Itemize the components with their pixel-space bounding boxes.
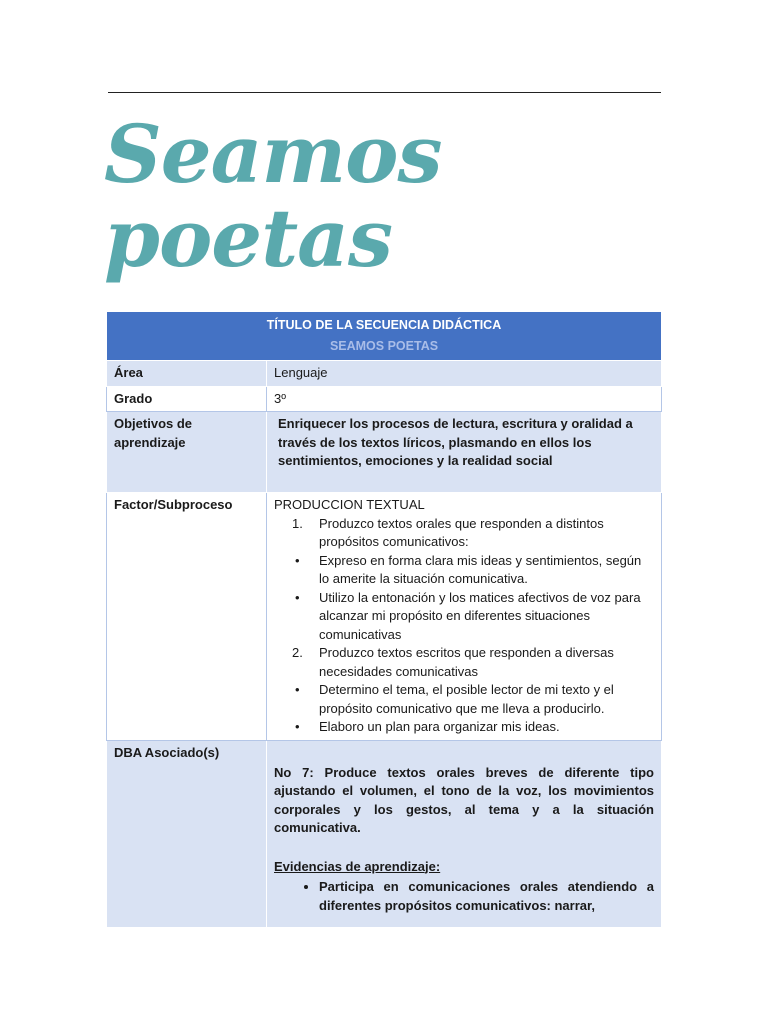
factor-cell — [267, 493, 662, 741]
objetivos-label: Objetivos de aprendizaje — [107, 412, 267, 493]
item-number: 1. — [292, 515, 303, 531]
table-header-subtitle: SEAMOS POETAS — [329, 339, 439, 353]
bullet-item — [292, 589, 654, 645]
document-title — [104, 107, 664, 285]
title-line-1: Seamos — [104, 107, 442, 201]
dba-content — [274, 764, 654, 924]
factor-label: Factor/Subproceso — [107, 493, 267, 741]
bullet-icon: • — [295, 552, 300, 568]
top-rule — [108, 92, 661, 93]
factor-list — [274, 515, 654, 737]
bullet-item — [292, 681, 654, 718]
area-label: Área — [107, 361, 267, 387]
evidencia-item: • Participa en comunicaciones orales atendiendo a diferentes propósitos comunicativos: narrar, — [319, 878, 654, 915]
area-value: Lenguaje — [267, 361, 662, 387]
item-text: Expreso en forma clara mis ideas y sentimientos, según lo amerite la situación comunicativa. — [319, 552, 642, 586]
row-area — [107, 361, 662, 387]
grado-label: Grado — [107, 386, 267, 412]
dba-label: DBA Asociado(s) — [107, 740, 267, 927]
item-text: Determino el tema, el posible lector de mi texto y el propósito comunicativo que me lleva a producirlo. — [319, 682, 614, 716]
evidencias-list — [274, 878, 654, 915]
title-line-2: poetas — [104, 191, 393, 285]
objetivos-value: Enriquecer los procesos de lectura, escritura y oralidad a través de los textos líricos, plasmando en ellos los sentimientos, emociones y la realidad social — [278, 416, 633, 468]
table-header-title: TÍTULO DE LA SECUENCIA DIDÁCTICA — [266, 318, 502, 332]
dba-text: No 7: Produce textos orales breves de diferente tipo ajustando el volumen, el tono de la voz, los movimientos corporales y los gestos, al tema y a la situación comunicativa. — [274, 764, 654, 835]
row-factor — [107, 493, 662, 741]
row-grado — [107, 386, 662, 412]
grado-value: 3º — [267, 386, 662, 412]
bullet-icon: • — [295, 682, 300, 697]
table-header-row — [107, 312, 662, 361]
evidencias-title: Evidencias de aprendizaje: — [274, 858, 441, 874]
bullet-icon: • — [295, 719, 300, 734]
bullet-item — [292, 552, 654, 589]
bullet-icon: • — [295, 589, 300, 605]
item-text: Produzco textos orales que responden a distintos propósitos comunicativos: — [319, 515, 604, 549]
row-dba — [107, 740, 662, 927]
dba-cell — [267, 740, 662, 927]
sequence-table — [106, 311, 662, 928]
factor-heading: PRODUCCION TEXTUAL — [274, 497, 425, 512]
bullet-item — [292, 718, 654, 737]
item-text: Elaboro un plan para organizar mis ideas. — [319, 719, 560, 734]
row-objetivos — [107, 412, 662, 493]
objetivos-cell — [267, 412, 662, 493]
item-text: Produzco textos escritos que responden a diversas necesidades comunicativas — [319, 645, 614, 679]
numbered-item — [292, 515, 654, 552]
item-text: Utilizo la entonación y los matices afectivos de voz para alcanzar mi propósito en diferentes situaciones comunicativas — [319, 589, 641, 642]
numbered-item — [292, 644, 654, 681]
table-header-cell — [107, 312, 662, 361]
item-number: 2. — [292, 645, 303, 660]
